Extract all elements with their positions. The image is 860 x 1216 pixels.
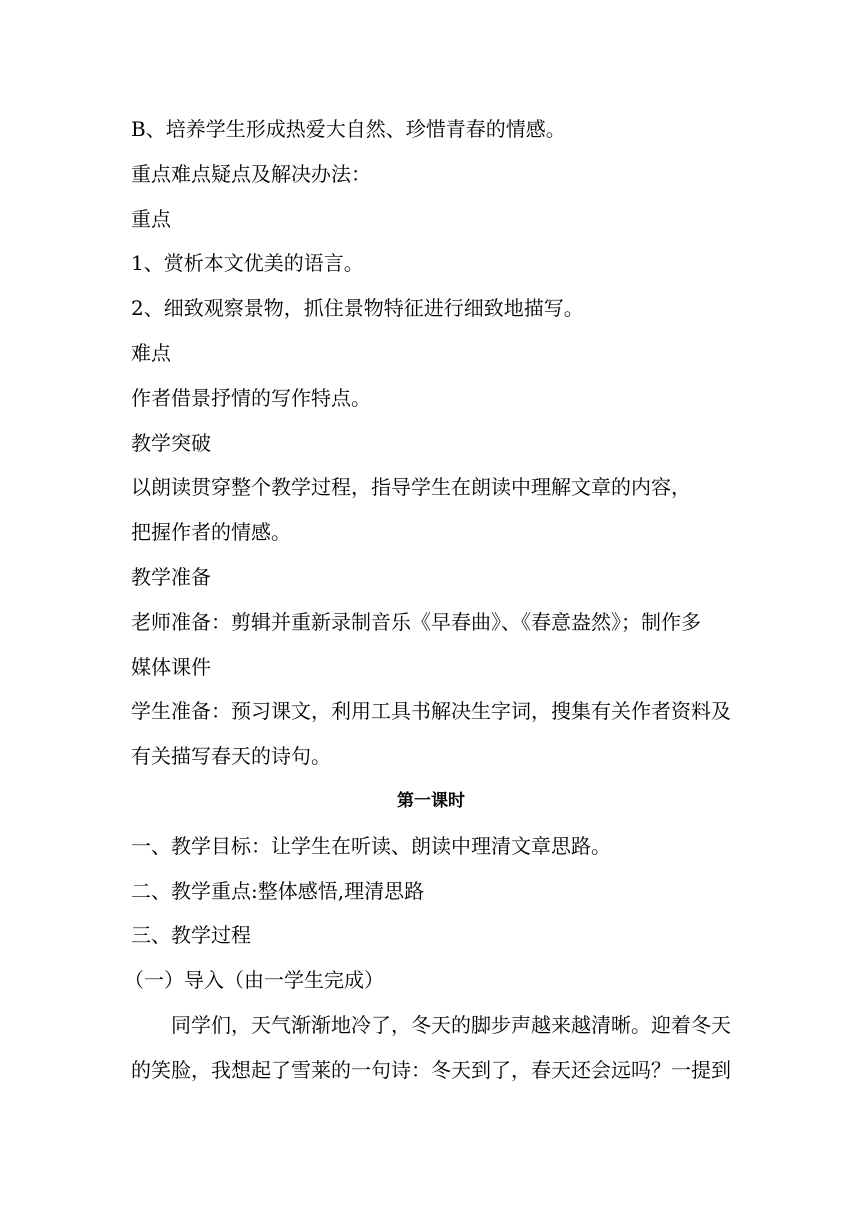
teacher-prep-1: 老师准备：剪辑并重新录制音乐《早春曲》、《春意盎然》；制作多: [131, 609, 701, 634]
lesson-focus: 二、教学重点:整体感悟,理清思路: [131, 878, 425, 903]
intro-heading: （一）导入（由一学生完成）: [124, 968, 384, 993]
preparation-heading: 教学准备: [131, 564, 211, 589]
key-points-heading: 重点难点疑点及解决办法：: [131, 161, 371, 186]
objective-b: B、培养学生形成热爱大自然、珍惜青春的情感。: [131, 117, 566, 141]
intro-paragraph-2: 的笑脸，我想起了雪莱的一句诗：冬天到了，春天还会远吗？一提到: [131, 1057, 731, 1082]
focus-item-2: 2、细致观察景物，抓住景物特征进行细致地描写。: [131, 296, 584, 321]
difficulty-text: 作者借景抒情的写作特点。: [131, 385, 371, 410]
lesson-objective: 一、教学目标：让学生在听读、朗读中理清文章思路。: [131, 833, 611, 858]
intro-paragraph-1: 同学们，天气渐渐地冷了，冬天的脚步声越来越清晰。迎着冬天: [171, 1012, 731, 1037]
teacher-prep-2: 媒体课件: [131, 654, 211, 679]
breakthrough-text-2: 把握作者的情感。: [131, 520, 291, 545]
lesson-process-heading: 三、教学过程: [131, 923, 251, 948]
focus-item-1: 1、赏析本文优美的语言。: [131, 251, 364, 276]
focus-heading: 重点: [131, 206, 171, 231]
breakthrough-heading: 教学突破: [131, 430, 211, 455]
student-prep-1: 学生准备：预习课文，利用工具书解决生字词，搜集有关作者资料及: [131, 699, 731, 724]
document-page: [124, 107, 731, 1093]
lesson-title: 第一课时: [397, 790, 465, 811]
student-prep-2: 有关描写春天的诗句。: [131, 744, 331, 769]
breakthrough-text-1: 以朗读贯穿整个教学过程，指导学生在朗读中理解文章的内容，: [131, 475, 691, 500]
difficulty-heading: 难点: [131, 340, 171, 365]
